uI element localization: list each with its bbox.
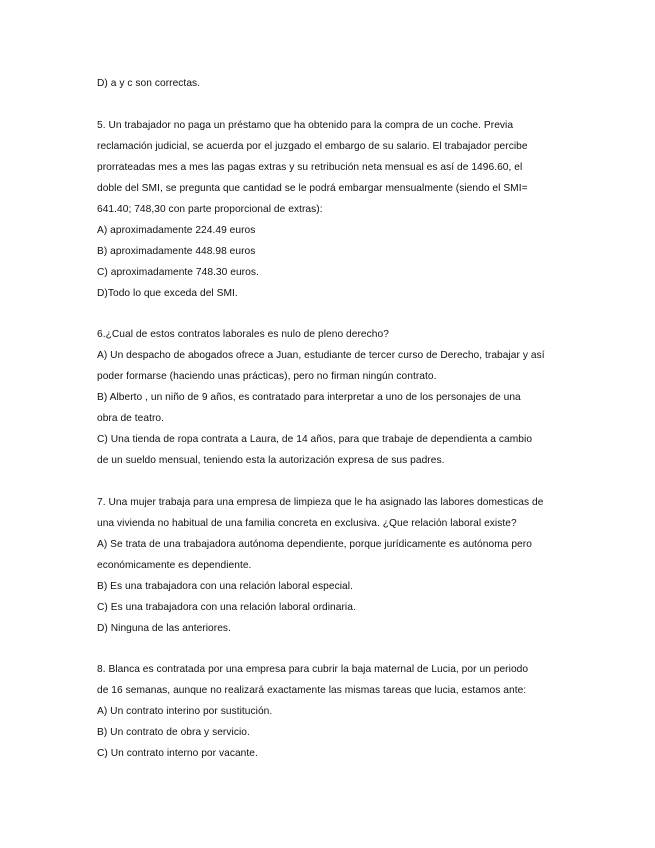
question-8-option-a: A) Un contrato interino por sustitución.	[97, 706, 273, 717]
question-6-option-a-2: poder formarse (haciendo unas prácticas), pero no firman ningún contrato.	[97, 371, 437, 382]
question-8-line-1: 8. Blanca es contratada por una empresa para cubrir la baja maternal de Lucia, por un periodo	[97, 664, 529, 675]
question-5-line-4: doble del SMI, se pregunta que cantidad se le podrá embargar mensualmente (siendo el SMI=	[97, 183, 528, 194]
question-6-title: 6.¿Cual de estos contratos laborales es nulo de pleno derecho?	[97, 329, 389, 340]
answer-5-prev-d: D) a y c son correctas.	[97, 78, 201, 89]
question-6-option-b-1: B) Alberto , un niño de 9 años, es contratado para interpretar a uno de los personajes de una	[97, 392, 521, 403]
question-5-line-3: prorrateadas mes a mes las pagas extras y su retribución neta mensual es así de 1496.60, el	[97, 162, 523, 173]
question-5-line-1: 5. Un trabajador no paga un préstamo que ha obtenido para la compra de un coche. Previa	[97, 120, 514, 131]
question-7-option-b: B) Es una trabajadora con una relación laboral especial.	[97, 581, 353, 592]
question-8-line-2: de 16 semanas, aunque no realizará exactamente las mismas tareas que lucia, estamos ante:	[97, 685, 527, 696]
question-7-option-d: D) Ninguna de las anteriores.	[97, 623, 231, 634]
question-6-option-a-1: A) Un despacho de abogados ofrece a Juan, estudiante de tercer curso de Derecho, trabajar y así	[97, 350, 545, 361]
question-5-option-d: D)Todo lo que exceda del SMI.	[97, 288, 238, 299]
question-7-line-1: 7. Una mujer trabaja para una empresa de limpieza que le ha asignado las labores domesticas de	[97, 497, 544, 508]
question-6-option-b-2: obra de teatro.	[97, 413, 165, 424]
question-5-option-a: A) aproximadamente 224.49 euros	[97, 225, 256, 236]
question-8-option-c: C) Un contrato interno por vacante.	[97, 748, 258, 759]
question-7-line-2: una vivienda no habitual de una familia concreta en exclusiva. ¿Que relación laboral existe?	[97, 518, 517, 529]
question-7-option-a-1: A) Se trata de una trabajadora autónoma dependiente, porque jurídicamente es autónoma pero	[97, 539, 532, 550]
question-8-option-b: B) Un contrato de obra y servicio.	[97, 727, 250, 738]
question-5-line-2: reclamación judicial, se acuerda por el juzgado el embargo de su salario. El trabajador percibe	[97, 141, 528, 152]
question-6-option-c-2: de un sueldo mensual, teniendo esta la autorización expresa de sus padres.	[97, 455, 445, 466]
question-7-option-a-2: económicamente es dependiente.	[97, 560, 252, 571]
question-6-option-c-1: C) Una tienda de ropa contrata a Laura, de 14 años, para que trabaje de dependienta a cambio	[97, 434, 533, 445]
question-5-line-5: 641.40; 748,30 con parte proporcional de extras):	[97, 204, 323, 215]
question-5-option-c: C) aproximadamente 748.30 euros.	[97, 267, 259, 278]
question-7-option-c: C) Es una trabajadora con una relación laboral ordinaria.	[97, 602, 356, 613]
question-5-option-b: B) aproximadamente 448.98 euros	[97, 246, 256, 257]
